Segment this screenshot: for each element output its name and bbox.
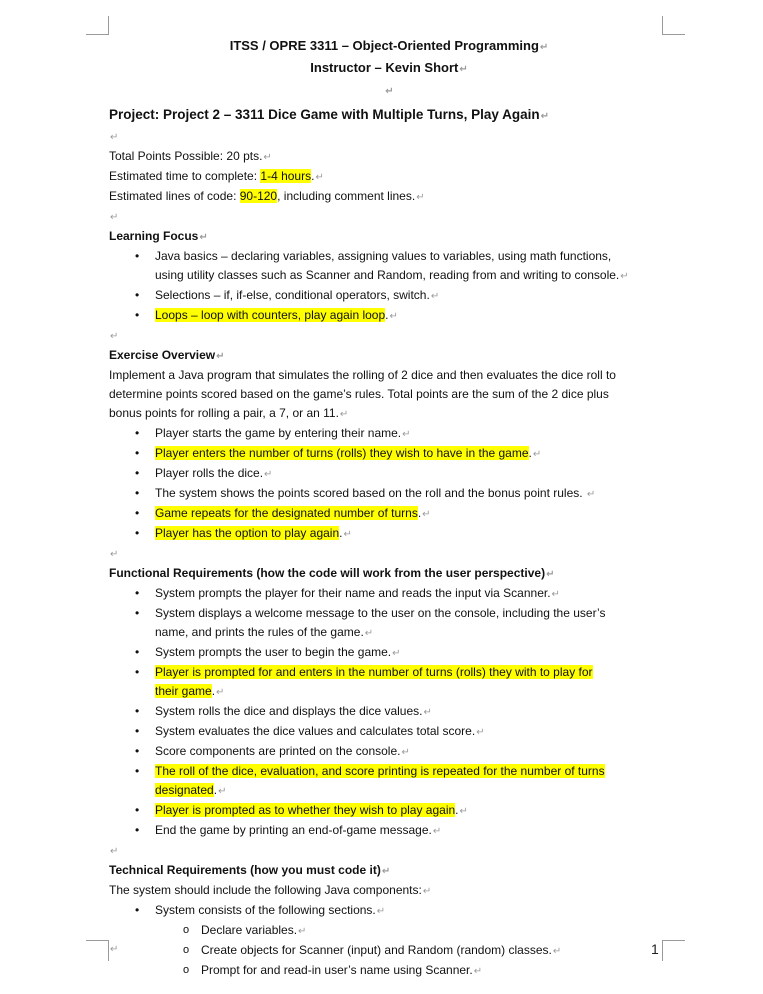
list-item: • The roll of the dice, evaluation, and score printing is repeated for the number of turns designated.↵: [109, 762, 669, 801]
list-item: • End the game by printing an end-of-game message.↵: [109, 821, 669, 841]
paragraph-mark-icon: ↵: [339, 409, 349, 420]
paragraph-mark-icon: ↵: [473, 966, 483, 977]
empty-line: [109, 80, 669, 102]
empty-line: [109, 127, 669, 147]
list-item: • System evaluates the dice values and calculates total score.↵: [109, 722, 669, 742]
technical-requirements-heading: Technical Requirements (how you must code it)↵: [109, 863, 391, 877]
paragraph-mark-icon: ↵: [343, 529, 352, 540]
paragraph-mark-icon: ↵: [552, 946, 562, 957]
paragraph-mark-icon: ↵: [422, 509, 431, 520]
list-item: • System displays a welcome message to the user on the console, including the user’s name, and prints the rules of the game.↵: [109, 604, 669, 643]
list-item: • Selections – if, if-else, conditional operators, switch.↵: [109, 286, 669, 306]
list-item: • System prompts the player for their name and reads the input via Scanner.↵: [109, 584, 669, 604]
overview-list: [109, 424, 669, 544]
paragraph-mark-icon: ↵: [216, 687, 225, 698]
paragraph-mark-icon: ↵: [422, 886, 432, 897]
overview-paragraph: Implement a Java program that simulates the rolling of 2 dice and then evaluates the dice roll to determine points scored based on the game’s rules. Total points are the sum of the 2 dice plus bonus points for rolling a pair, a 7, or an 11.↵: [109, 368, 616, 420]
project-title: Project: Project 2 – 3311 Dice Game with Multiple Turns, Play Again↵: [109, 107, 550, 122]
list-item: • Player enters the number of turns (rolls) they wish to have in the game.↵: [109, 444, 669, 464]
paragraph-mark-icon: ↵: [423, 707, 432, 718]
empty-line: [109, 207, 669, 227]
list-item: • Score components are printed on the console.↵: [109, 742, 669, 762]
paragraph-mark-icon: ↵: [546, 569, 555, 580]
paragraph-mark-icon: ↵: [476, 727, 485, 738]
list-item: • Player rolls the dice.↵: [109, 464, 669, 484]
learning-focus-heading: Learning Focus↵: [109, 229, 208, 243]
exercise-overview-heading: Exercise Overview↵: [109, 348, 225, 362]
technical-intro: The system should include the following Java components:↵: [109, 883, 432, 897]
document-body: [109, 36, 669, 981]
page-number: 1: [651, 941, 659, 957]
points-line: Total Points Possible: 20 pts.↵: [109, 149, 272, 163]
paragraph-mark-icon: ↵: [216, 351, 225, 362]
paragraph-mark-icon: ↵: [401, 747, 410, 758]
paragraph-mark-icon: ↵: [430, 291, 440, 302]
functional-requirements-heading: Functional Requirements (how the code will work from the user perspective)↵: [109, 566, 555, 580]
instructor-line: Instructor – Kevin Short↵: [310, 60, 468, 75]
list-item: • Java basics – declaring variables, assigning values to variables, using math functions, using utility classes such as Scanner and Random, reading from and writing to console.↵: [109, 247, 669, 286]
paragraph-mark-icon: ↵: [402, 429, 411, 440]
sub-list-item: o Prompt for and read-in user’s name using Scanner.↵: [109, 961, 669, 981]
paragraph-mark-icon: ↵: [199, 232, 208, 243]
paragraph-mark-icon: ↵: [110, 132, 119, 143]
paragraph-mark-icon: ↵: [392, 648, 401, 659]
time-line: Estimated time to complete: 1-4 hours.↵: [109, 169, 324, 183]
list-item: • Game repeats for the designated number of turns.↵: [109, 504, 669, 524]
paragraph-mark-icon: ↵: [586, 489, 596, 500]
list-item: • Player is prompted as to whether they wish to play again.↵: [109, 801, 669, 821]
list-item: • The system shows the points scored based on the roll and the bonus point rules. ↵: [109, 484, 669, 504]
paragraph-mark-icon: ↵: [110, 549, 119, 560]
list-item: • Loops – loop with counters, play again loop.↵: [109, 306, 669, 326]
paragraph-mark-icon: ↵: [315, 172, 324, 183]
loc-line: Estimated lines of code: 90-120, including comment lines.↵: [109, 189, 425, 203]
list-item: • System rolls the dice and displays the dice values.↵: [109, 702, 669, 722]
paragraph-mark-icon: ↵: [432, 826, 442, 837]
paragraph-mark-icon: ↵: [459, 64, 468, 75]
paragraph-mark-icon: ↵: [459, 806, 468, 817]
paragraph-mark-icon: ↵: [298, 926, 307, 937]
paragraph-mark-icon: ↵: [551, 589, 560, 600]
course-title: ITSS / OPRE 3311 – Object-Oriented Programming↵: [229, 38, 549, 53]
empty-line: [109, 841, 669, 861]
technical-list: [109, 901, 669, 981]
paragraph-mark-icon: ↵: [381, 866, 391, 877]
empty-line: [109, 326, 669, 346]
list-item: • System prompts the user to begin the game.↵: [109, 643, 669, 663]
list-item: • Player is prompted for and enters in the number of turns (rolls) they with to play for their game.↵: [109, 663, 669, 702]
paragraph-mark-icon: ↵: [620, 271, 629, 282]
paragraph-mark-icon: ↵: [110, 331, 119, 342]
paragraph-mark-icon: ↵: [263, 152, 272, 163]
paragraph-mark-icon: ↵: [110, 944, 119, 955]
list-item: • Player starts the game by entering their name.↵: [109, 424, 669, 444]
paragraph-mark-icon: ↵: [376, 906, 386, 917]
paragraph-mark-icon: ↵: [416, 192, 425, 203]
paragraph-mark-icon: ↵: [110, 212, 119, 223]
paragraph-mark-icon: ↵: [540, 111, 550, 122]
sub-list-item: o Create objects for Scanner (input) and Random (random) classes.↵: [109, 941, 669, 961]
paragraph-mark-icon: ↵: [110, 846, 119, 857]
learning-focus-list: [109, 247, 669, 326]
empty-line: [109, 544, 669, 564]
paragraph-mark-icon: ↵: [264, 469, 273, 480]
paragraph-mark-icon: ↵: [218, 786, 227, 797]
paragraph-mark-icon: ↵: [539, 42, 549, 53]
crop-mark-bottom-left: [86, 940, 109, 961]
list-item: • System consists of the following sections.↵: [109, 901, 669, 921]
crop-mark-top-right: [662, 16, 685, 35]
crop-mark-top-left: [86, 16, 109, 35]
sub-list-item: o Declare variables.↵: [109, 921, 669, 941]
paragraph-mark-icon: ↵: [385, 86, 394, 97]
paragraph-mark-icon: ↵: [532, 449, 542, 460]
paragraph-mark-icon: ↵: [364, 628, 374, 639]
functional-list: [109, 584, 669, 841]
paragraph-mark-icon: ↵: [389, 311, 398, 322]
list-item: • Player has the option to play again.↵: [109, 524, 669, 544]
